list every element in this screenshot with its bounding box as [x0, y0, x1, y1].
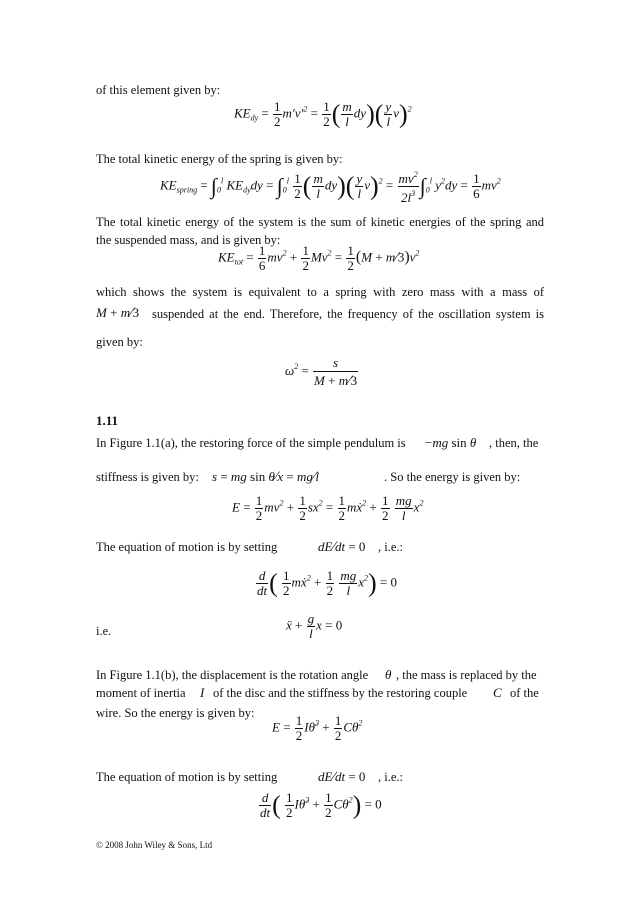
stiffness-text-a: stiffness is given by:: [96, 470, 199, 484]
disc-text-line2a: moment of inertia: [96, 686, 186, 700]
eom-text-a: The equation of motion is by setting: [96, 540, 278, 554]
system-text-line1: The total kinetic energy of the system is the sum of kinetic energies of the spring and: [96, 215, 544, 229]
inline-de-dt: dE⁄dt = 0: [318, 539, 366, 555]
eom-text-b: , i.e.:: [378, 540, 403, 554]
inline-stiffness: s = mg sin θ⁄x = mg⁄l: [212, 469, 320, 485]
intro-text: of this element given by:: [96, 83, 221, 97]
pendulum-text-b: , then, the: [489, 436, 539, 450]
disc-text-line3: wire. So the energy is given by:: [96, 706, 255, 720]
disc-text-line2b: of the disc and the stiffness by the restoring couple: [213, 686, 468, 700]
disc-text-line1a: In Figure 1.1(b), the displacement is the rotation angle: [96, 668, 369, 682]
spring-intro-text: The total kinetic energy of the spring is given by:: [96, 152, 343, 166]
given-by-text: given by:: [96, 335, 143, 349]
section-heading: 1.11: [96, 413, 119, 428]
disc-text-line1b: , the mass is replaced by the: [396, 668, 537, 682]
equation-energy-pendulum: E = $\frac{1}{2}$ $mv^2$ + $\frac{1}{2}$ $sx^2$ = $\frac{1}{2}$ mẋ$^2$ + $\frac{1}{2}$ $\frac{mg}{l}$ $x^2$: [232, 493, 424, 523]
pendulum-text-a: In Figure 1.1(a), the restoring force of the simple pendulum is: [96, 436, 406, 450]
system-text-line2: the suspended mass, and is given by:: [96, 233, 281, 247]
shows-text-line2: suspended at the end. Therefore, the frequency of the oscillation system is: [152, 307, 544, 321]
eom2-text-b: , i.e.:: [378, 770, 403, 784]
inline-theta: θ: [385, 667, 392, 682]
equation-ke-element: $KE_{dy}$ = $\frac{1}{2}$ $m'v'^2$ = $\frac{1}{2}$ ( $\frac{m}{l}$ dy)( $\frac{y}{l}$ v)$^2$: [234, 99, 412, 129]
copyright-footer: © 2008 John Wiley & Sons, Ltd: [96, 840, 213, 850]
equation-pendulum-ode: ẍ + $\frac{g}{l}$ x = 0: [286, 611, 343, 641]
equation-ke-spring: $KE_{spring} = \int_0^l$ $KE_{dy}dy = \int_0^l$ $\frac{1}{2}$ ( $\frac{m}{l}$ dy)( $\frac{y}{l}$ v)$^2$ = $\frac{mv^2}{2l^3}$ $\int_0^l$ $y^2dy$ = $\frac{1}{6}$ $mv^2$: [160, 170, 501, 205]
inline-mass-m3: M + m⁄3: [96, 305, 140, 321]
inline-inertia: I: [200, 685, 205, 700]
equation-ke-total: $KE_{tot}$ = $\frac{1}{6}$ $mv^2$ + $\frac{1}{2}$ Mv$^2$ = $\frac{1}{2}$ $(M + m⁄3)v^2$: [218, 243, 420, 273]
equation-energy-disc: E = $\frac{1}{2}$ Iθ̇$^2$ + $\frac{1}{2}$ $C\theta^2$: [272, 713, 363, 743]
inline-restoring-force: −mg sin θ: [425, 435, 477, 450]
inline-couple: C: [493, 685, 502, 700]
ie-text: i.e.: [96, 624, 112, 638]
equation-eom-pendulum: $\frac{d}{dt}$ ( $\frac{1}{2}$ mẋ$^2$ + $\frac{1}{2}$ $\frac{mg}{l}$ $x^2) = 0$: [257, 568, 397, 598]
inline-de-dt-2: dE⁄dt = 0: [318, 769, 366, 785]
eom2-text-a: The equation of motion is by setting: [96, 770, 278, 784]
equation-omega: $\omega^2$ = $\frac{s}{M + m⁄3}$: [285, 355, 358, 389]
equation-eom-disc: $\frac{d}{dt}$ ( $\frac{1}{2}$ Iθ̇$^2$ + $\frac{1}{2}$ $C\theta^2) = 0$: [260, 790, 382, 820]
shows-text-line1: which shows the system is equivalent to a spring with zero mass with a mass of: [96, 285, 544, 299]
disc-text-line2c: of the: [510, 686, 539, 700]
stiffness-text-b: . So the energy is given by:: [384, 470, 521, 484]
